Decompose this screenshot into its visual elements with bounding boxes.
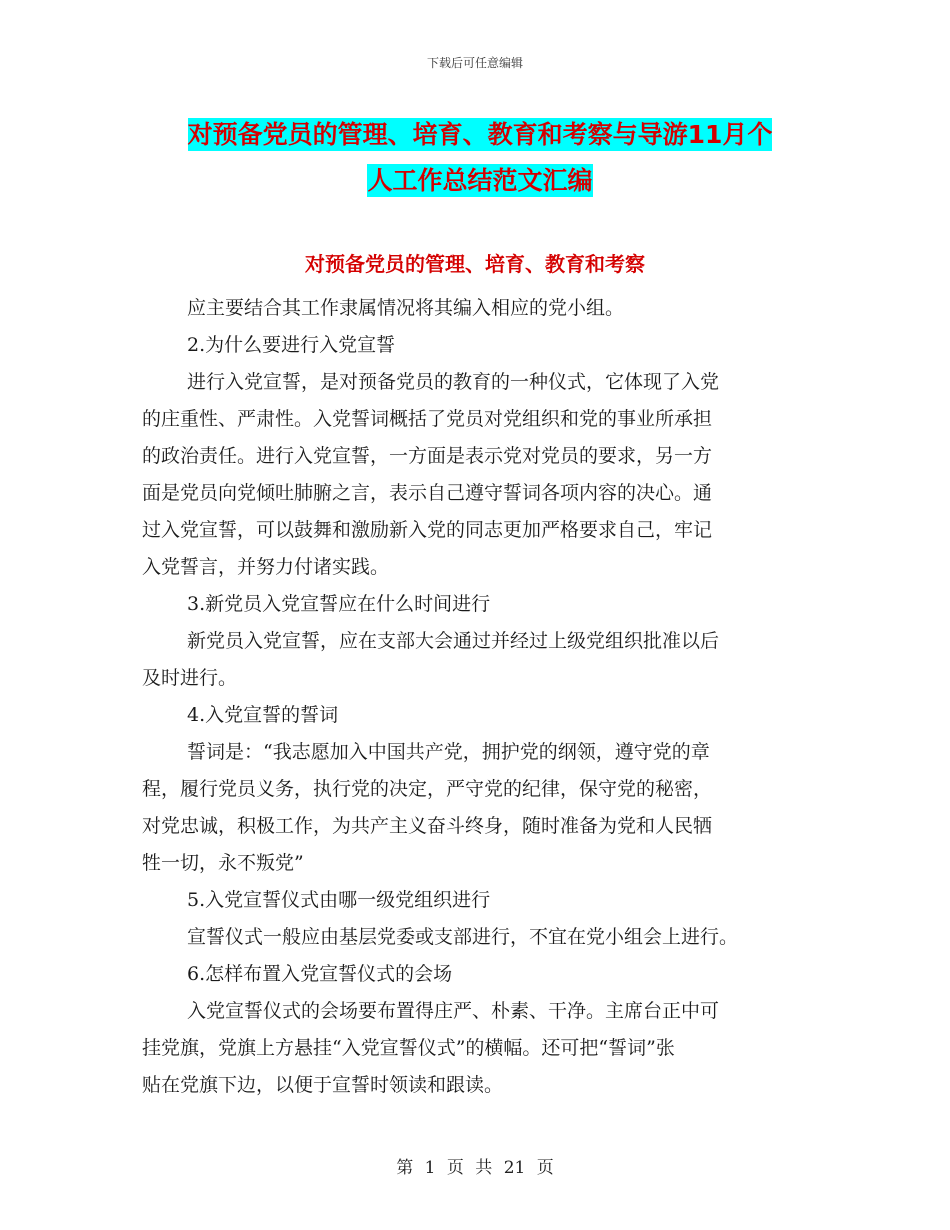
question-heading: 3.新党员入党宣誓应在什么时间进行 xyxy=(187,593,491,615)
question-heading: 2.为什么要进行入党宣誓 xyxy=(187,334,396,356)
text-line: 贴在党旗下边，以便于宣誓时领读和跟读。 xyxy=(142,1074,504,1096)
question-heading: 5.入党宣誓仪式由哪一级党组织进行 xyxy=(187,889,491,911)
text-line: 新党员入党宣誓，应在支部大会通过并经过上级党组织批准以后 xyxy=(187,630,720,652)
text-line: 挂党旗，党旗上方悬挂“入党宣誓仪式”的横幅。还可把“誓词”张 xyxy=(142,1037,675,1059)
question-heading: 4.入党宣誓的誓词 xyxy=(187,704,339,726)
text-line: 的庄重性、严肃性。入党誓词概括了党员对党组织和党的事业所承担 xyxy=(142,408,713,430)
text-line: 及时进行。 xyxy=(142,667,238,689)
page-footer: 第 1 页 共 21 页 xyxy=(396,1158,554,1178)
text-line: 牲一切，永不叛党” xyxy=(142,852,304,874)
title-line-1: 对预备党员的管理、培育、教育和考察与导游11月个 xyxy=(187,120,773,149)
body-text xyxy=(142,290,807,1104)
text-line: 的政治责任。进行入党宣誓，一方面是表示党对党员的要求，另一方 xyxy=(142,445,713,467)
text-line: 入党宣誓仪式的会场要布置得庄严、朴素、干净。主席台正中可 xyxy=(187,1000,720,1022)
document-title xyxy=(140,112,820,204)
text-line: 入党誓言，并努力付诸实践。 xyxy=(142,556,390,578)
title-line-2: 人工作总结范文汇编 xyxy=(367,166,593,195)
section-title: 对预备党员的管理、培育、教育和考察 xyxy=(305,252,645,276)
question-heading: 6.怎样布置入党宣誓仪式的会场 xyxy=(187,963,453,985)
text-line: 进行入党宣誓，是对预备党员的教育的一种仪式，它体现了入党 xyxy=(187,371,720,393)
text-line: 应主要结合其工作隶属情况将其编入相应的党小组。 xyxy=(187,297,625,319)
text-line: 对党忠诚，积极工作，为共产主义奋斗终身，随时准备为党和人民牺 xyxy=(142,815,713,837)
text-line: 过入党宣誓，可以鼓舞和激励新入党的同志更加严格要求自己，牢记 xyxy=(142,519,713,541)
text-line: 誓词是：“我志愿加入中国共产党，拥护党的纲领，遵守党的章 xyxy=(187,741,710,763)
text-line: 宣誓仪式一般应由基层党委或支部进行，不宜在党小组会上进行。 xyxy=(187,926,739,948)
text-line: 程，履行党员义务，执行党的决定，严守党的纪律，保守党的秘密， xyxy=(142,778,713,800)
header-note: 下载后可任意编辑 xyxy=(426,56,523,70)
text-line: 面是党员向党倾吐肺腑之言，表示自己遵守誓词各项内容的决心。通 xyxy=(142,482,713,504)
